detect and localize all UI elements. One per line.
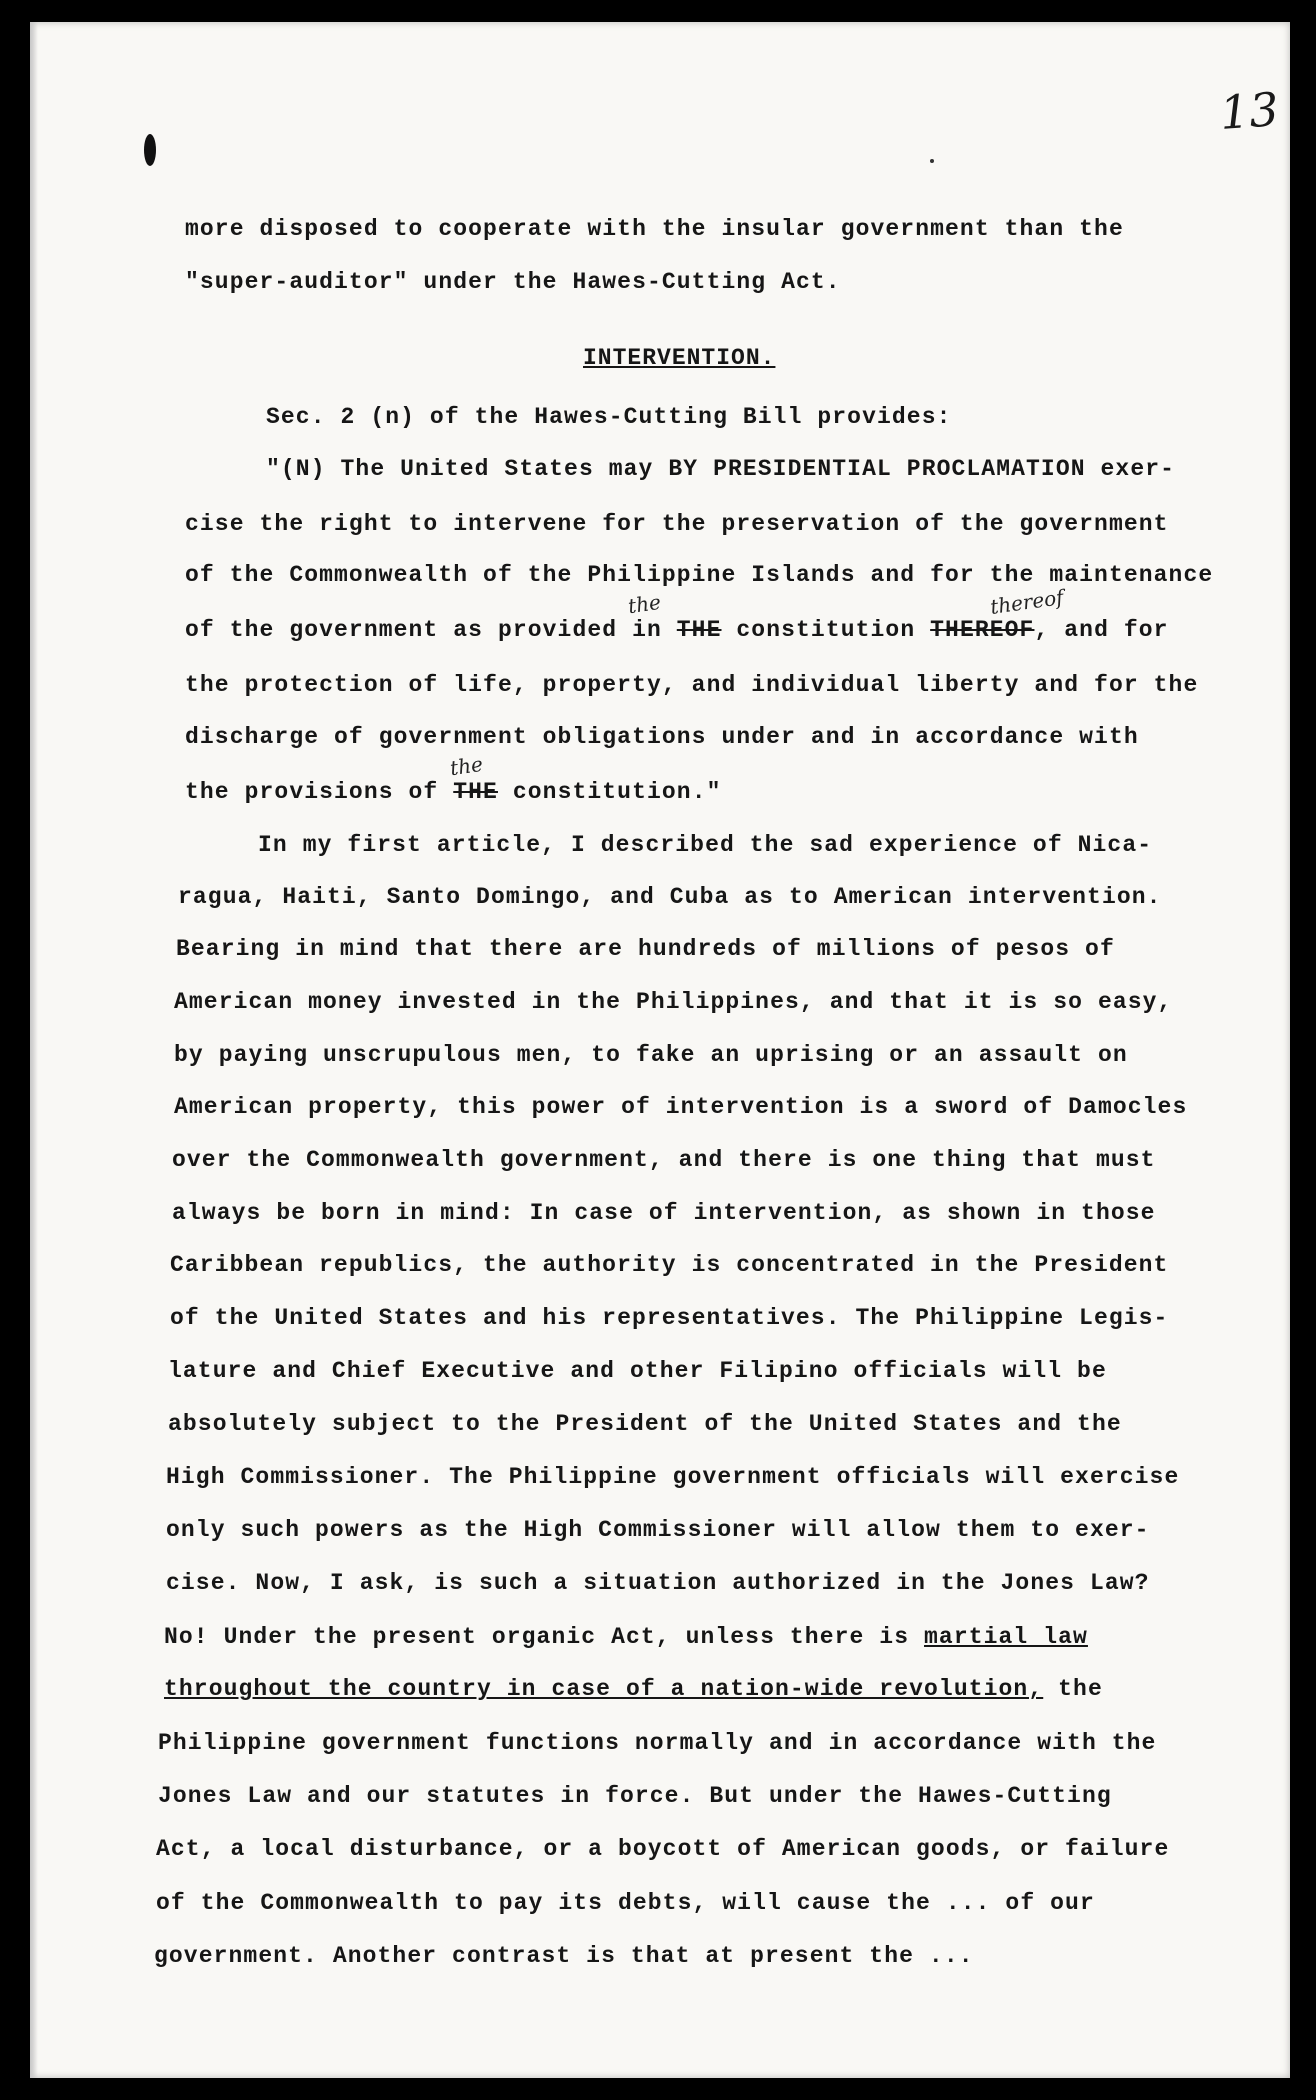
text-segment: , and for bbox=[1034, 617, 1169, 643]
text-segment: No! Under the present organic Act, unless there is bbox=[164, 1624, 925, 1650]
text-line: cise the right to intervene for the preservation of the government bbox=[185, 511, 1169, 537]
text-line-with-underline bbox=[164, 1622, 1088, 1652]
text-line: Caribbean republics, the authority is concentrated in the President bbox=[170, 1252, 1169, 1278]
text-line: Bearing in mind that there are hundreds of millions of pesos of bbox=[176, 936, 1115, 962]
text-line-with-underline bbox=[164, 1674, 1103, 1704]
text-segment: the provisions of bbox=[185, 779, 454, 805]
text-line: discharge of government obligations under and in accordance with bbox=[185, 724, 1139, 750]
handwritten-insertion: the bbox=[448, 751, 485, 781]
struck-text: THE bbox=[453, 779, 498, 805]
text-line: ragua, Haiti, Santo Domingo, and Cuba as to American intervention. bbox=[178, 884, 1162, 910]
text-line: American money invested in the Philippines, and that it is so easy, bbox=[174, 989, 1173, 1015]
text-line: only such powers as the High Commissioner will allow them to exer- bbox=[166, 1517, 1150, 1543]
text-line: In my first article, I described the sad experience of Nica- bbox=[258, 832, 1153, 858]
text-line: "(N) The United States may BY PRESIDENTIAL PROCLAMATION exer- bbox=[266, 456, 1176, 482]
ink-speck bbox=[930, 159, 934, 163]
text-line: American property, this power of intervention is a sword of Damocles bbox=[174, 1094, 1188, 1120]
text-line: lature and Chief Executive and other Filipino officials will be bbox=[168, 1358, 1107, 1384]
text-line: always be born in mind: In case of intervention, as shown in those bbox=[172, 1200, 1156, 1226]
document-page bbox=[30, 22, 1290, 2078]
text-line: Act, a local disturbance, or a boycott of American goods, or failure bbox=[156, 1836, 1170, 1862]
text-line: the protection of life, property, and individual liberty and for the bbox=[185, 672, 1199, 698]
text-line: of the United States and his representatives. The Philippine Legis- bbox=[170, 1305, 1169, 1331]
handwritten-insertion: thereof bbox=[988, 584, 1065, 620]
struck-text: THEREOF bbox=[930, 617, 1035, 643]
text-segment: constitution bbox=[721, 617, 931, 643]
text-segment: the bbox=[1043, 1676, 1103, 1702]
section-heading: INTERVENTION. bbox=[583, 345, 776, 371]
text-line-with-edits bbox=[185, 615, 1169, 645]
text-line: government. Another contrast is that at present the ... bbox=[154, 1943, 974, 1969]
text-line: "super-auditor" under the Hawes-Cutting Act. bbox=[185, 269, 841, 295]
text-line: absolutely subject to the President of the United States and the bbox=[168, 1411, 1122, 1437]
text-line: more disposed to cooperate with the insular government than the bbox=[185, 216, 1124, 242]
page-number: 13 bbox=[1218, 82, 1281, 140]
underlined-text: martial law bbox=[924, 1624, 1088, 1650]
text-line: High Commissioner. The Philippine government officials will exercise bbox=[166, 1464, 1180, 1490]
text-segment: constitution." bbox=[497, 779, 722, 805]
page-edge-shadow bbox=[30, 22, 38, 2078]
text-segment: of the government as provided in bbox=[185, 617, 677, 643]
text-line-with-edits bbox=[185, 777, 722, 807]
text-line: Philippine government functions normally and in accordance with the bbox=[158, 1730, 1157, 1756]
text-line: of the Commonwealth to pay its debts, will cause the ... of our bbox=[156, 1890, 1095, 1916]
text-line: over the Commonwealth government, and there is one thing that must bbox=[172, 1147, 1156, 1173]
text-line: Jones Law and our statutes in force. But under the Hawes-Cutting bbox=[158, 1783, 1112, 1809]
ink-blot bbox=[144, 134, 156, 166]
handwritten-insertion: the bbox=[626, 589, 663, 619]
text-line: of the Commonwealth of the Philippine Islands and for the maintenance bbox=[185, 562, 1214, 588]
text-line: cise. Now, I ask, is such a situation authorized in the Jones Law? bbox=[166, 1570, 1150, 1596]
text-line: Sec. 2 (n) of the Hawes-Cutting Bill provides: bbox=[266, 404, 952, 430]
underlined-text: throughout the country in case of a nation-wide revolution, bbox=[164, 1676, 1044, 1702]
struck-text: THE bbox=[676, 617, 722, 643]
text-line: by paying unscrupulous men, to fake an uprising or an assault on bbox=[174, 1042, 1128, 1068]
